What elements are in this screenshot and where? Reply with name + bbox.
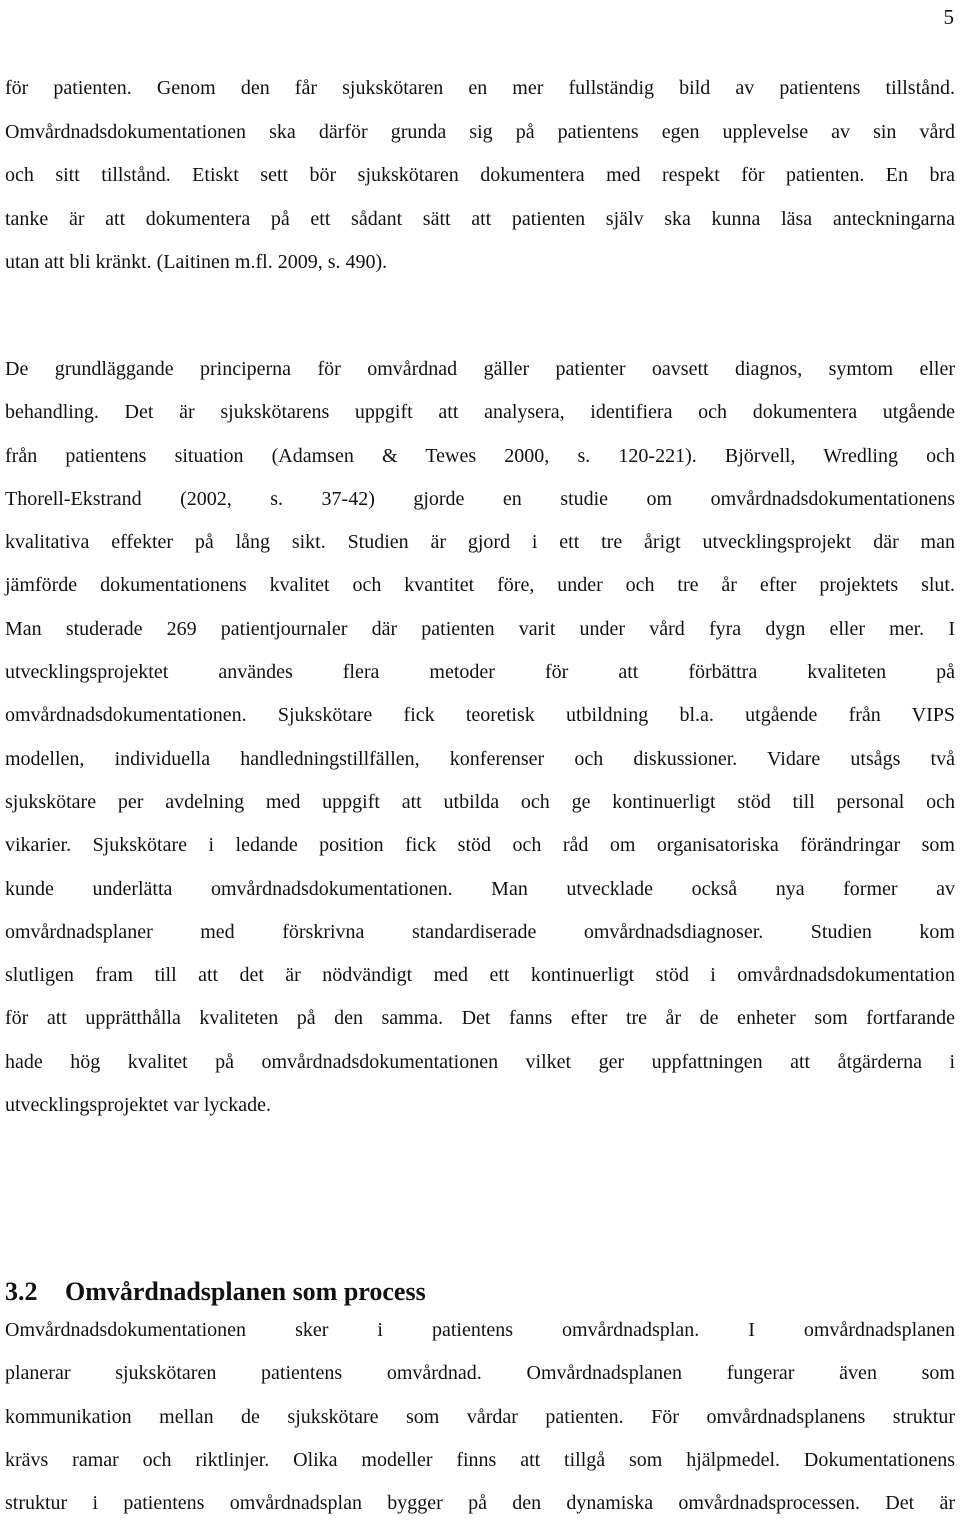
text-line: behandling. Det är sjukskötarens uppgift att analysera, identifiera och dokumentera utgående	[5, 401, 955, 424]
text-line: struktur i patientens omvårdnadsplan bygger på den dynamiska omvårdnadsprocessen. Det är	[5, 1492, 955, 1515]
text-line: jämförde dokumentationens kvalitet och kvantitet före, under och tre år efter projektets slut.	[5, 574, 955, 597]
text-line: utvecklingsprojektet användes flera metoder för att förbättra kvaliteten på	[5, 661, 955, 684]
text-line: vikarier. Sjukskötare i ledande position fick stöd och råd om organisatoriska förändringar som	[5, 834, 955, 857]
text-line: De grundläggande principerna för omvårdnad gäller patienter oavsett diagnos, symtom eller	[5, 358, 955, 380]
text-line: kunde underlätta omvårdnadsdokumentationen. Man utvecklade också nya former av	[5, 877, 955, 900]
text-line: modellen, individuella handledningstillfällen, konferenser och diskussioner. Vidare utsågs två	[5, 747, 955, 770]
text-line: Omvårdnadsdokumentationen sker i patientens omvårdnadsplan. I omvårdnadsplanen	[5, 1319, 955, 1341]
text-line: Omvårdnadsdokumentationen ska därför grunda sig på patientens egen upplevelse av sin vård	[5, 120, 955, 143]
section-number: 3.2	[5, 1276, 38, 1306]
text-line: hade hög kvalitet på omvårdnadsdokumentationen vilket ger uppfattningen att åtgärderna i	[5, 1050, 955, 1073]
page-number: 5	[943, 5, 954, 29]
text-line: planerar sjukskötaren patientens omvårdnad. Omvårdnadsplanen fungerar även som	[5, 1362, 955, 1385]
paragraph-2	[5, 348, 955, 1127]
text-line: utvecklingsprojektet var lyckade.	[5, 1094, 272, 1117]
paragraph-3	[5, 1309, 955, 1525]
text-line: från patientens situation (Adamsen & Tewes 2000, s. 120-221). Björvell, Wredling och	[5, 444, 955, 467]
text-line: kommunikation mellan de sjukskötare som vårdar patienten. För omvårdnadsplanens struktur	[5, 1405, 955, 1428]
text-line: slutligen fram till att det är nödvändigt med ett kontinuerligt stöd i omvårdnadsdokumentation	[5, 964, 955, 987]
text-line: krävs ramar och riktlinjer. Olika modeller finns att tillgå som hjälpmedel. Dokumentationens	[5, 1448, 955, 1471]
text-line: och sitt tillstånd. Etiskt sett bör sjukskötaren dokumentera med respekt för patienten. En bra	[5, 164, 955, 186]
text-line: Man studerade 269 patientjournaler där patienten varit under vård fyra dygn eller mer. I	[5, 617, 955, 640]
section-title: Omvårdnadsplanen som process	[65, 1276, 426, 1306]
text-line: tanke är att dokumentera på ett sådant sätt att patienten själv ska kunna läsa anteckningarna	[5, 207, 955, 230]
text-line: för att upprätthålla kvaliteten på den samma. Det fanns efter tre år de enheter som fortfarande	[5, 1007, 955, 1030]
text-line: för patienten. Genom den får sjukskötaren en mer fullständig bild av patientens tillstånd.	[5, 77, 955, 99]
text-line: kvalitativa effekter på lång sikt. Studien är gjord i ett tre årigt utvecklingsprojekt där man	[5, 531, 955, 554]
text-line: Thorell-Ekstrand (2002, s. 37-42) gjorde en studie om omvårdnadsdokumentationens	[5, 487, 955, 510]
text-line: omvårdnadsplaner med förskrivna standardiserade omvårdnadsdiagnoser. Studien kom	[5, 920, 955, 943]
text-line: utan att bli kränkt. (Laitinen m.fl. 2009, s. 490).	[5, 251, 388, 273]
section-heading	[5, 1272, 426, 1312]
text-line: sjukskötare per avdelning med uppgift att utbilda och ge kontinuerligt stöd till personal och	[5, 790, 955, 813]
paragraph-1	[5, 67, 955, 285]
text-line: omvårdnadsdokumentationen. Sjukskötare fick teoretisk utbildning bl.a. utgående från VIPS	[5, 704, 955, 727]
